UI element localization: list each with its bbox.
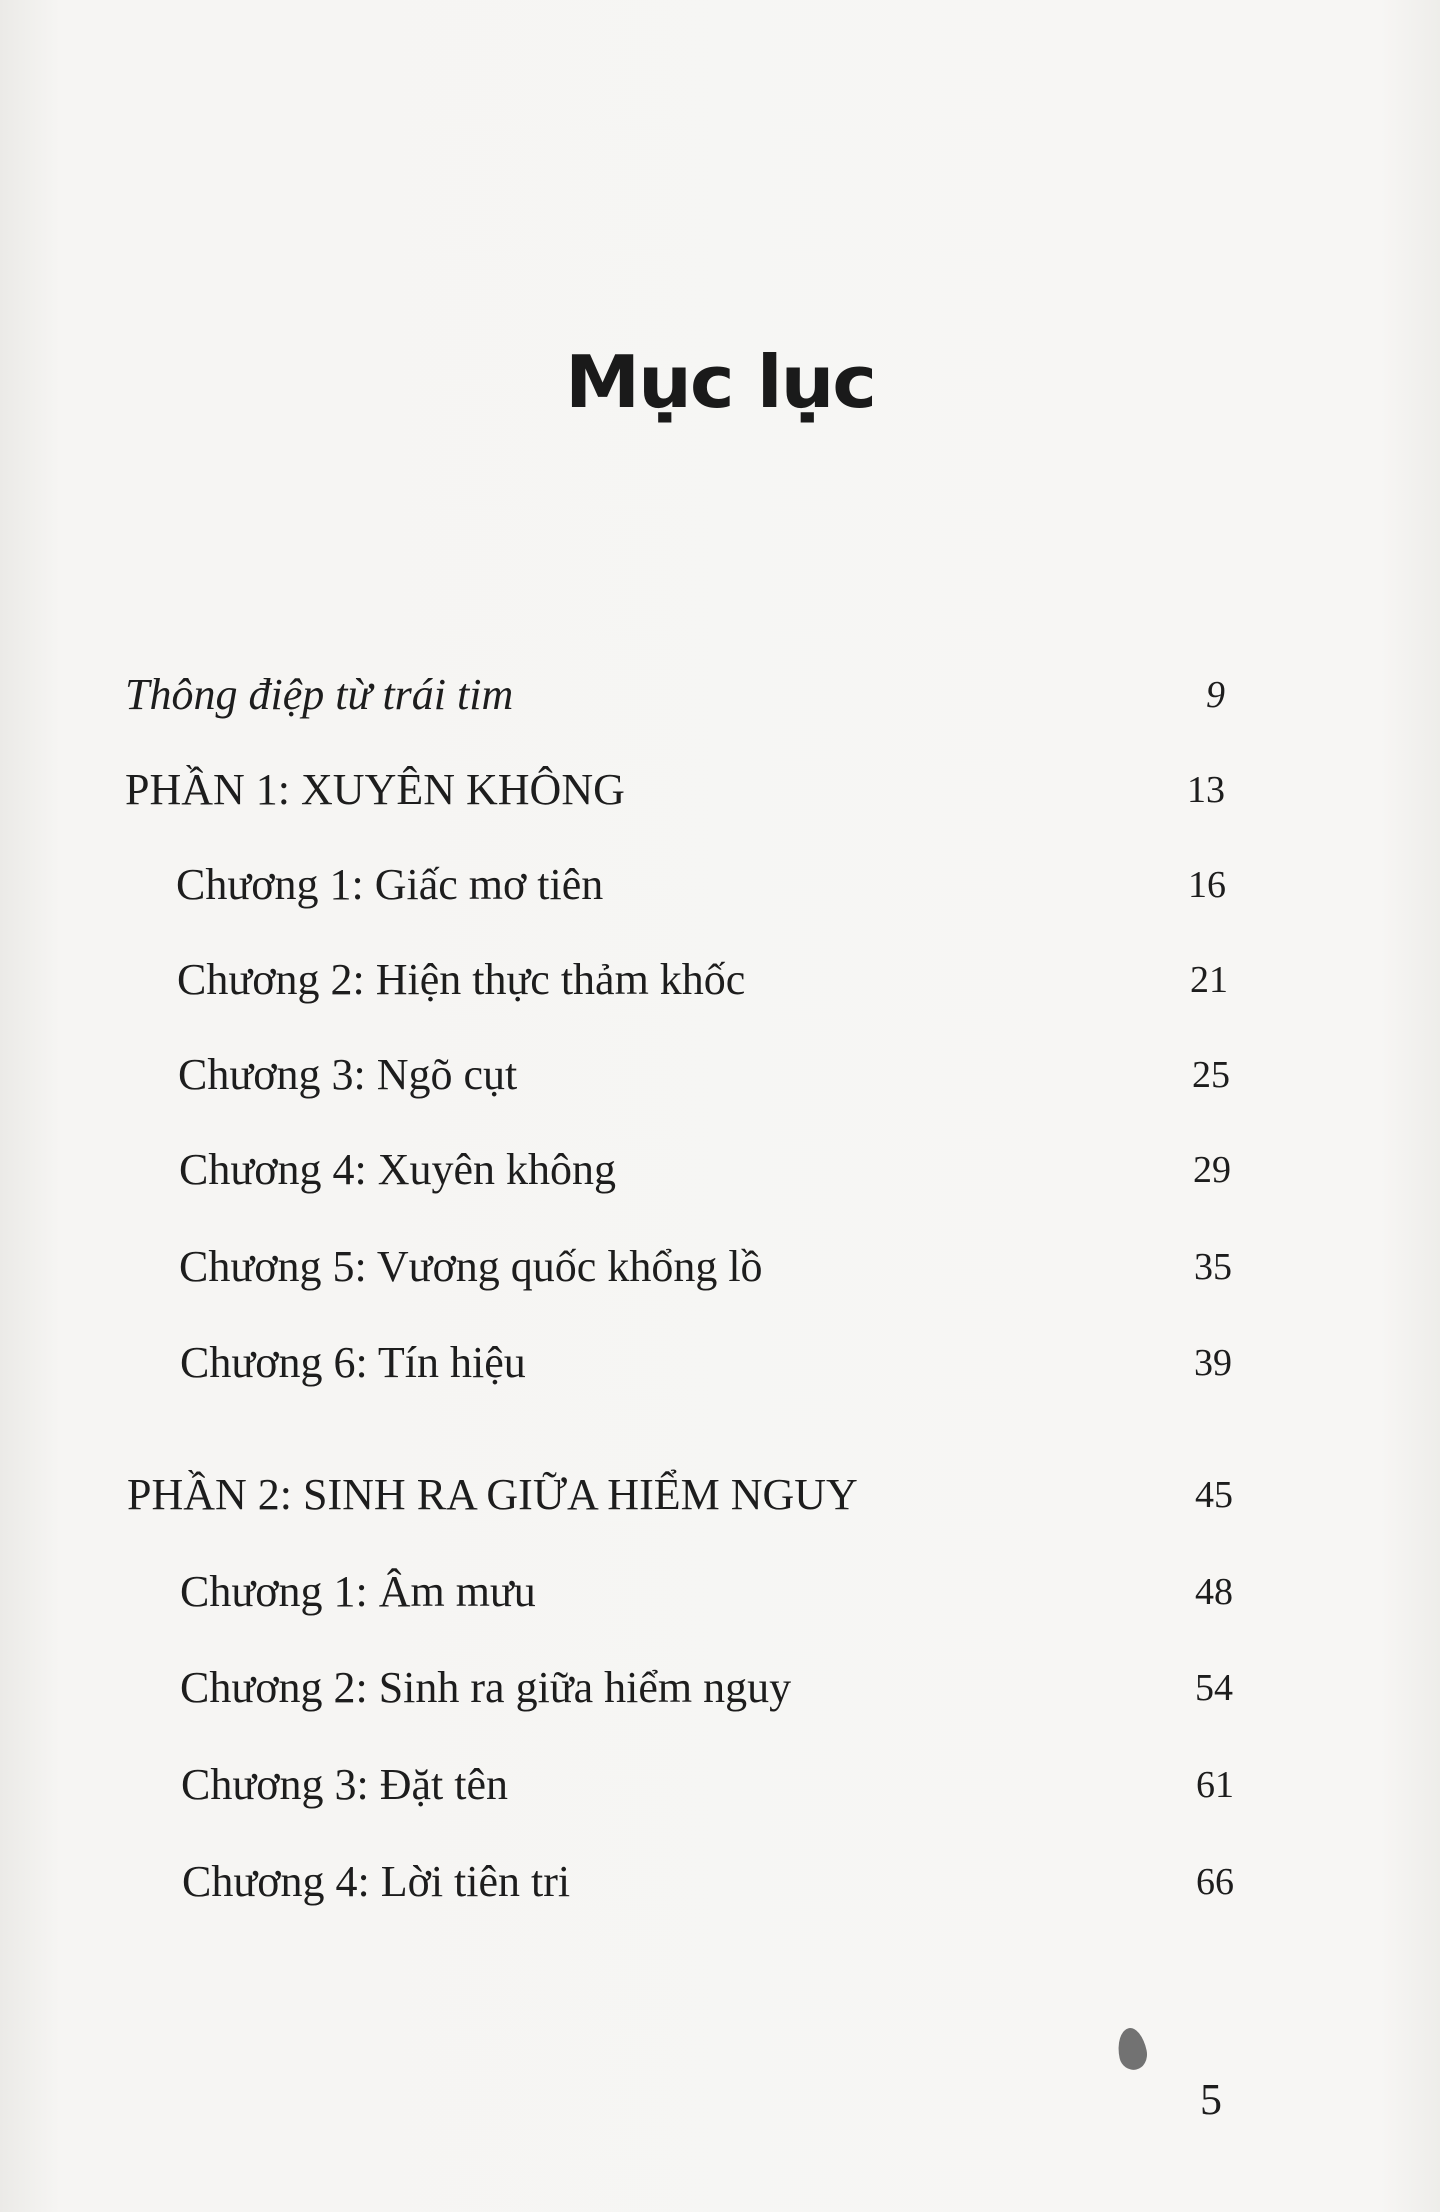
toc-entry-label: Chương 2: Sinh ra giữa hiểm nguy	[180, 1663, 792, 1712]
toc-entry	[182, 1852, 1234, 1912]
toc-entry-page: 61	[1196, 1764, 1234, 1806]
toc-entry	[177, 950, 1228, 1010]
toc-entry	[125, 665, 1225, 725]
toc-entry-page: 45	[1195, 1474, 1233, 1516]
toc-entry	[176, 855, 1226, 915]
toc-entry-page: 16	[1188, 864, 1226, 906]
toc-entry-label: PHẦN 2: SINH RA GIỮA HIỂM NGUY	[127, 1470, 858, 1519]
toc-entry-label: Chương 3: Đặt tên	[181, 1760, 508, 1809]
toc-part-heading	[127, 1465, 1233, 1525]
toc-entry-label: Chương 1: Âm mưu	[180, 1567, 536, 1616]
toc-entry-page: 21	[1190, 959, 1228, 1001]
toc-entry	[180, 1333, 1232, 1393]
toc-entry-label: Chương 5: Vương quốc khổng lồ	[179, 1242, 763, 1291]
toc-entry-label: Thông điệp từ trái tim	[125, 670, 514, 719]
toc-entry-label: Chương 2: Hiện thực thảm khốc	[177, 955, 746, 1004]
toc-entry-label: Chương 4: Lời tiên tri	[182, 1857, 571, 1906]
toc-entry-label: Chương 4: Xuyên không	[179, 1145, 616, 1194]
toc-entry-label: Chương 3: Ngõ cụt	[178, 1050, 518, 1099]
toc-entry-label: PHẦN 1: XUYÊN KHÔNG	[125, 765, 625, 814]
toc-entry	[178, 1045, 1230, 1105]
toc-entry	[180, 1658, 1233, 1718]
toc-entry	[179, 1237, 1232, 1297]
toc-entry-page: 9	[1206, 674, 1225, 716]
ink-spot	[1114, 2026, 1150, 2073]
toc-entry-page: 29	[1193, 1149, 1231, 1191]
toc-entry-page: 66	[1196, 1861, 1234, 1903]
toc-entry-page: 35	[1194, 1246, 1232, 1288]
toc-entry-page: 25	[1192, 1054, 1230, 1096]
toc-entry	[179, 1140, 1231, 1200]
toc-part-heading	[125, 760, 1225, 820]
toc-entry-label: Chương 6: Tín hiệu	[180, 1338, 526, 1387]
page-number: 5	[1200, 2075, 1222, 2124]
toc-entry-page: 39	[1194, 1342, 1232, 1384]
toc-entry	[180, 1562, 1233, 1622]
toc-entry-page: 48	[1195, 1571, 1233, 1613]
page-title: Mục lục	[564, 340, 876, 424]
toc-entry	[181, 1755, 1234, 1815]
toc-entry-page: 54	[1195, 1667, 1233, 1709]
toc-entry-page: 13	[1187, 769, 1225, 811]
toc-entry-label: Chương 1: Giấc mơ tiên	[176, 860, 604, 909]
